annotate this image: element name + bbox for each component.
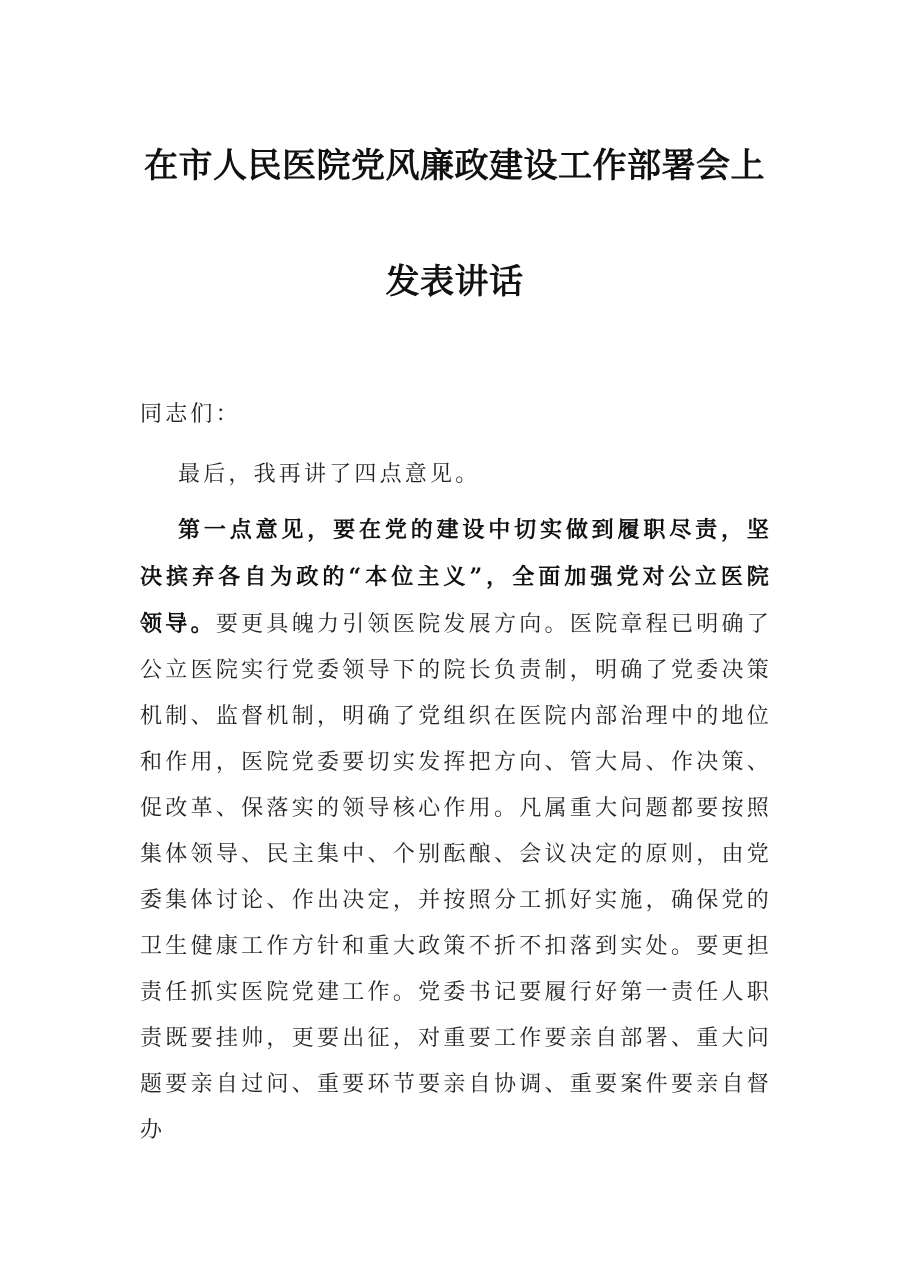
document-title-line-2: 发表讲话: [385, 262, 524, 302]
salutation: 同志们：: [140, 402, 241, 427]
point-one-body: 要更具魄力引领医院发展方向。医院章程已明确了公立医院实行党委领导下的院长负责制，明确了党委决策机制、监督机制，明确了党组织在医院内部治理中的地位和作用，医院党委要切实发挥把方向、管大局、作决策、促改革、保落实的领导核心作用。凡属重大问题都要按照集体领导、民主集中、个别酝酿、会议决定的原则，由党委集体讨论、作出决定，并按照分工抓好实施，确保党的卫生健康工作方针和重大政策不折不扣落到实处。要更担责任抓实医院党建工作。党委书记要履行好第一责任人职责既要挂帅，更要出征，对重要工作要亲自部署、重大问题要亲自过问、重要环节要亲自协调、重要案件要亲自督办: [140, 612, 772, 1143]
point-one-paragraph: [140, 507, 772, 1154]
point-one-heading: 第一点意见，要在党的建设中切实做到履职尽责，坚决摈弃各自为政的“本位主义”，全面加强党对公立医院领导。: [140, 517, 772, 637]
document-title-line-1: 在市人民医院党风廉政建设工作部署会上: [144, 146, 765, 186]
intro-paragraph: 最后，我再讲了四点意见。: [178, 462, 481, 487]
